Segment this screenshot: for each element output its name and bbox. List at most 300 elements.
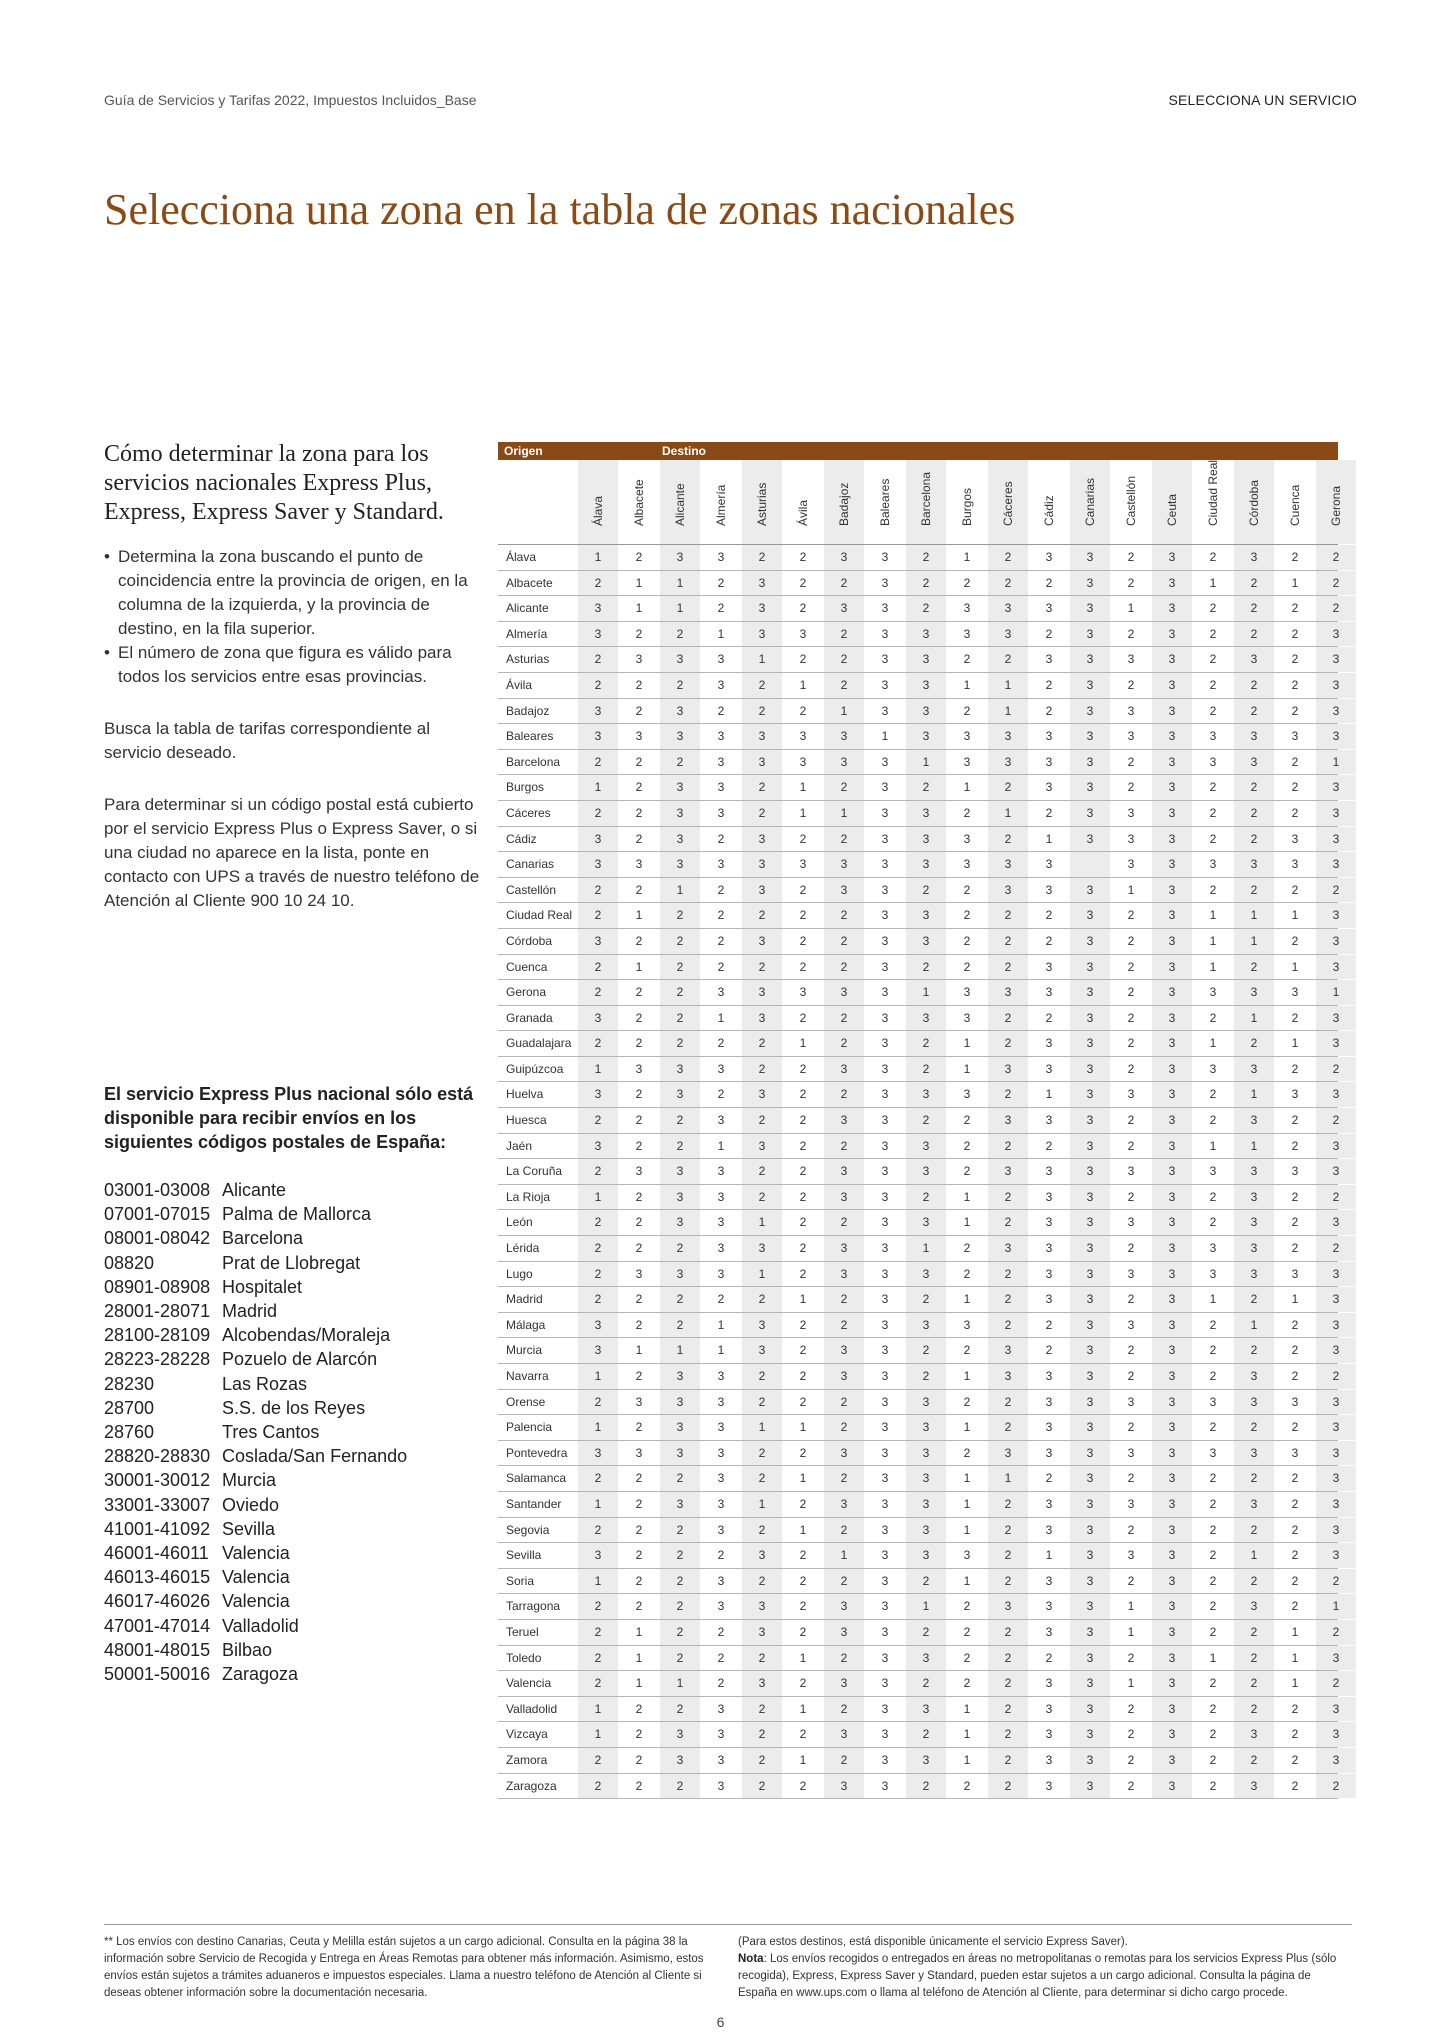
zone-cell: 3: [864, 1031, 905, 1056]
zone-cell: 2: [1233, 571, 1274, 596]
zone-cell: 2: [1192, 1108, 1233, 1133]
zone-cell: 3: [1069, 1441, 1110, 1466]
postal-code-range: 47001-47014: [104, 1615, 211, 1636]
zone-cell: 2: [987, 1774, 1028, 1799]
zone-cell: 1: [577, 1697, 618, 1722]
zone-cell: 3: [864, 1594, 905, 1619]
zone-cell: 2: [700, 929, 741, 954]
zone-cell: 2: [987, 1697, 1028, 1722]
zone-cell: 2: [1028, 622, 1069, 647]
zone-cell: 1: [1110, 878, 1151, 903]
zone-cell: 2: [1192, 1697, 1233, 1722]
zone-cell: 2: [1274, 647, 1315, 672]
zone-cell: [1069, 852, 1110, 877]
zone-cell: 2: [823, 1287, 864, 1312]
zone-cell: 3: [1151, 1031, 1192, 1056]
zone-cell: 1: [700, 1338, 741, 1363]
postal-code-range: 48001-48015: [104, 1639, 211, 1660]
zone-cell: 3: [659, 1185, 700, 1210]
zone-cell: 3: [1315, 1646, 1356, 1671]
zone-cell: 3: [1192, 750, 1233, 775]
zone-cell: 3: [1151, 750, 1192, 775]
zone-cell: 2: [782, 1722, 823, 1747]
zone-cell: 2: [1110, 955, 1151, 980]
zone-cell: 3: [1151, 1594, 1192, 1619]
postal-code-range: 28760: [104, 1422, 155, 1443]
zone-cell: 2: [1192, 1620, 1233, 1645]
zone-cell: 2: [618, 673, 659, 698]
zone-cell: 3: [1192, 1262, 1233, 1287]
zone-cell: 3: [659, 1748, 700, 1773]
zone-cell: 2: [905, 775, 946, 800]
zone-cell: 3: [823, 1338, 864, 1363]
origin-name: Huelva: [506, 1087, 544, 1102]
zone-cell: 3: [1028, 1697, 1069, 1722]
zone-cell: 2: [700, 1031, 741, 1056]
zone-cell: 2: [1274, 1057, 1315, 1082]
zone-cell: 2: [987, 903, 1028, 928]
zone-cell: 3: [1069, 878, 1110, 903]
zone-cell: 2: [1274, 1774, 1315, 1799]
zone-cell: 3: [1233, 980, 1274, 1005]
destination-name: Ceuta: [1165, 493, 1179, 526]
zone-cell: 2: [987, 1569, 1028, 1594]
zone-cell: 3: [700, 1466, 741, 1491]
zone-cell: 3: [1028, 1594, 1069, 1619]
zone-cell: 2: [741, 1466, 782, 1491]
zone-cell: 3: [1069, 955, 1110, 980]
zone-cell: 3: [823, 1057, 864, 1082]
express-plus-heading: El servicio Express Plus nacional sólo está disponible para recibir envíos en los siguientes códigos postales de España:: [104, 1084, 474, 1152]
zone-cell: 2: [618, 1082, 659, 1107]
origin-name: Pontevedra: [506, 1445, 568, 1460]
zone-cell: 3: [1151, 1697, 1192, 1722]
zone-cell: 2: [1110, 1569, 1151, 1594]
zone-cell: 2: [618, 1210, 659, 1235]
zone-cell: 3: [823, 1159, 864, 1184]
zone-cell: 2: [1110, 622, 1151, 647]
zone-cell: 2: [1192, 699, 1233, 724]
zone-cell: 3: [1151, 1543, 1192, 1568]
zone-cell: 2: [577, 801, 618, 826]
zone-cell: 3: [905, 1390, 946, 1415]
zone-cell: 3: [1315, 1441, 1356, 1466]
zone-cell: 1: [577, 1415, 618, 1440]
zone-cell: 2: [823, 1031, 864, 1056]
zone-cell: 2: [1110, 1287, 1151, 1312]
zone-cell: 2: [1315, 1236, 1356, 1261]
zone-cell: 3: [1069, 775, 1110, 800]
zone-cell: 3: [905, 699, 946, 724]
zone-cell: 3: [823, 1364, 864, 1389]
zone-cell: 2: [782, 1006, 823, 1031]
zone-cell: 2: [618, 699, 659, 724]
destination-column-header: [1233, 460, 1274, 544]
zone-cell: 2: [946, 1441, 987, 1466]
zone-cell: 3: [1315, 1210, 1356, 1235]
zone-cell: 2: [618, 1236, 659, 1261]
zone-cell: 2: [577, 1748, 618, 1773]
zone-cell: 2: [987, 1185, 1028, 1210]
zone-cell: 2: [987, 1492, 1028, 1517]
zone-cell: 1: [946, 1569, 987, 1594]
zone-cell: 3: [741, 1594, 782, 1619]
zone-cell: 2: [1274, 673, 1315, 698]
zone-cell: 3: [864, 647, 905, 672]
zone-cell: 1: [1274, 1620, 1315, 1645]
table-row: [498, 571, 1338, 597]
zone-cell: 1: [741, 647, 782, 672]
postal-code-city: Oviedo: [222, 1494, 280, 1515]
zone-cell: 3: [1274, 852, 1315, 877]
zone-cell: 3: [700, 673, 741, 698]
origin-name: Barcelona: [506, 754, 561, 769]
zone-cell: 3: [1315, 1492, 1356, 1517]
zone-cell: 3: [1028, 724, 1069, 749]
zone-cell: 3: [905, 647, 946, 672]
zone-cell: 3: [1110, 724, 1151, 749]
zone-cell: 3: [700, 1159, 741, 1184]
zone-table-body: [498, 545, 1338, 1799]
zone-cell: 2: [700, 1646, 741, 1671]
zone-cell: 2: [1274, 1748, 1315, 1773]
zone-cell: 3: [700, 1364, 741, 1389]
postal-code-city: Sevilla: [222, 1518, 276, 1539]
zone-cell: 3: [864, 1774, 905, 1799]
zone-cell: 3: [823, 750, 864, 775]
postal-code-list: [104, 1178, 484, 1686]
zone-cell: 3: [946, 1006, 987, 1031]
zone-cell: 1: [1192, 1031, 1233, 1056]
zone-cell: 2: [987, 1262, 1028, 1287]
zone-cell: 2: [1028, 699, 1069, 724]
zone-cell: 2: [1274, 1697, 1315, 1722]
zone-cell: 3: [946, 1313, 987, 1338]
zone-cell: 1: [700, 1134, 741, 1159]
zone-cell: 2: [1233, 1671, 1274, 1696]
zone-cell: 3: [1028, 1722, 1069, 1747]
zone-cell: 3: [1028, 980, 1069, 1005]
zone-table: [498, 442, 1343, 1799]
table-row: [498, 1185, 1338, 1211]
postal-code-range: 28223-28228: [104, 1349, 211, 1370]
table-row: [498, 1287, 1338, 1313]
zone-cell: 2: [618, 1185, 659, 1210]
origin-name: Málaga: [506, 1317, 546, 1332]
zone-cell: 2: [659, 1134, 700, 1159]
nota-text: : Los envíos recogidos o entregados en áreas no metropolitanas o remotas para los servicios Express Plus (sólo recogida), Express, Express Saver y Standard, pueden estar sujetos a un cargo adicional. Consulta la página de España en www.ups.com o llama al teléfono de Atención al Cliente, para determinar si dicho cargo procede.: [738, 1953, 1337, 1999]
zone-cell: 1: [946, 1722, 987, 1747]
table-row: [498, 1415, 1338, 1441]
zone-cell: 3: [946, 1082, 987, 1107]
zone-cell: 1: [659, 571, 700, 596]
zone-cell: 2: [1274, 1108, 1315, 1133]
zone-cell: 2: [946, 647, 987, 672]
zone-cell: 2: [1192, 775, 1233, 800]
table-row: [498, 673, 1338, 699]
zone-cell: 2: [741, 1722, 782, 1747]
zone-cell: 3: [700, 1236, 741, 1261]
zone-cell: 3: [905, 1210, 946, 1235]
zone-cell: 3: [823, 1262, 864, 1287]
zone-cell: 3: [905, 1748, 946, 1773]
zone-cell: 2: [782, 1620, 823, 1645]
zone-cell: 3: [946, 852, 987, 877]
tariff-instructions: Busca la tabla de tarifas correspondiente al servicio deseado.: [104, 719, 431, 762]
zone-cell: 3: [864, 622, 905, 647]
postal-code-city: Murcia: [222, 1470, 277, 1491]
zone-cell: 2: [782, 1108, 823, 1133]
destination-column-header: [1069, 460, 1110, 544]
zone-cell: 3: [1069, 1262, 1110, 1287]
zone-cell: 3: [1028, 1159, 1069, 1184]
zone-cell: 2: [823, 1518, 864, 1543]
table-row: [498, 903, 1338, 929]
zone-cell: 3: [1274, 1159, 1315, 1184]
zone-cell: 1: [782, 775, 823, 800]
zone-cell: 2: [1192, 1364, 1233, 1389]
zone-cell: 3: [905, 929, 946, 954]
zone-cell: 2: [741, 1108, 782, 1133]
table-row: [498, 1518, 1338, 1544]
zone-cell: 2: [1233, 1697, 1274, 1722]
table-row: [498, 1338, 1338, 1364]
zone-cell: 3: [1151, 903, 1192, 928]
zone-cell: 2: [1192, 622, 1233, 647]
zone-cell: 3: [700, 1415, 741, 1440]
zone-cell: 3: [905, 801, 946, 826]
zone-cell: 1: [1274, 1646, 1315, 1671]
zone-cell: 3: [659, 699, 700, 724]
zone-cell: 3: [1233, 1390, 1274, 1415]
zone-cell: 2: [700, 1620, 741, 1645]
zone-cell: 3: [1151, 1364, 1192, 1389]
zone-cell: 3: [1315, 622, 1356, 647]
zone-cell: 2: [782, 1185, 823, 1210]
zone-cell: 3: [1069, 1236, 1110, 1261]
footnote-destinations-note: (Para estos destinos, está disponible únicamente el servicio Express Saver).: [738, 1936, 1128, 1948]
zone-cell: 2: [659, 750, 700, 775]
postal-code-city: Las Rozas: [222, 1373, 308, 1394]
table-row: [498, 1697, 1338, 1723]
postal-code-range: 28700: [104, 1397, 155, 1418]
zone-cell: 3: [1028, 1415, 1069, 1440]
zone-cell: 3: [1233, 1108, 1274, 1133]
origin-name: Valencia: [506, 1676, 552, 1691]
zone-cell: 2: [1110, 571, 1151, 596]
zone-cell: 2: [782, 955, 823, 980]
zone-cell: 2: [741, 1441, 782, 1466]
zone-cell: 3: [700, 1390, 741, 1415]
zone-cell: 2: [987, 1748, 1028, 1773]
zone-cell: 1: [700, 1006, 741, 1031]
zone-cell: 1: [577, 545, 618, 570]
zone-cell: 3: [1110, 1262, 1151, 1287]
zone-cell: 1: [618, 955, 659, 980]
zone-cell: 3: [823, 980, 864, 1005]
zone-cell: 1: [700, 622, 741, 647]
zone-cell: 2: [946, 1594, 987, 1619]
nota-label: Nota: [738, 1953, 764, 1965]
origin-name: Zamora: [506, 1752, 548, 1767]
zone-cell: 3: [1151, 699, 1192, 724]
table-row: [498, 622, 1338, 648]
zone-cell: 3: [1151, 1390, 1192, 1415]
origin-name: Zaragoza: [506, 1778, 557, 1793]
destination-column-header: [741, 460, 782, 544]
zone-cell: 2: [659, 1543, 700, 1568]
zone-cell: 3: [700, 1185, 741, 1210]
zone-cell: 2: [782, 545, 823, 570]
zone-cell: 2: [577, 1031, 618, 1056]
zone-cell: 2: [1233, 801, 1274, 826]
postal-code-row: [104, 1275, 484, 1299]
origin-name: Vizcaya: [506, 1727, 548, 1742]
zone-cell: 2: [987, 1671, 1028, 1696]
zone-cell: 3: [1069, 1620, 1110, 1645]
zone-cell: 2: [618, 1006, 659, 1031]
zone-cell: 2: [659, 673, 700, 698]
postal-code-row: [104, 1493, 484, 1517]
zone-cell: 2: [1192, 1210, 1233, 1235]
zone-cell: 2: [741, 1185, 782, 1210]
destination-name: Gerona: [1329, 485, 1343, 526]
zone-cell: 3: [782, 750, 823, 775]
zone-cell: 3: [1151, 1441, 1192, 1466]
zone-cell: 1: [1315, 980, 1356, 1005]
zone-cell: 2: [618, 929, 659, 954]
zone-cell: 2: [1233, 827, 1274, 852]
zone-cell: 3: [1028, 1108, 1069, 1133]
zone-cell: 3: [659, 1441, 700, 1466]
zone-cell: 3: [1028, 955, 1069, 980]
zone-cell: 2: [700, 596, 741, 621]
zone-cell: 3: [1069, 622, 1110, 647]
zone-cell: 3: [1315, 1722, 1356, 1747]
zone-cell: 3: [1315, 1415, 1356, 1440]
zone-cell: 3: [1151, 1415, 1192, 1440]
zone-cell: 2: [823, 1569, 864, 1594]
zone-cell: 3: [1069, 1159, 1110, 1184]
zone-cell: 1: [659, 596, 700, 621]
footnote-nota: [738, 1951, 1350, 2002]
zone-cell: 2: [659, 1774, 700, 1799]
zone-cell: 3: [1151, 1466, 1192, 1491]
zone-cell: 2: [946, 699, 987, 724]
zone-cell: 1: [782, 1466, 823, 1491]
zone-cell: 3: [659, 724, 700, 749]
zone-cell: 1: [782, 1415, 823, 1440]
zone-cell: 3: [618, 852, 659, 877]
zone-cell: 1: [946, 1287, 987, 1312]
zone-cell: 2: [659, 1313, 700, 1338]
origin-name: Burgos: [506, 780, 545, 795]
table-row: [498, 1210, 1338, 1236]
zone-cell: 2: [1110, 775, 1151, 800]
postal-code-range: 03001-03008: [104, 1180, 211, 1200]
zone-cell: 1: [1192, 929, 1233, 954]
origin-name: Huesca: [506, 1113, 547, 1128]
zone-cell: 3: [864, 699, 905, 724]
zone-cell: 3: [864, 1134, 905, 1159]
zone-cell: 1: [741, 1415, 782, 1440]
zone-cell: 1: [1233, 1006, 1274, 1031]
zone-cell: 2: [905, 955, 946, 980]
zone-cell: 2: [659, 955, 700, 980]
zone-cell: 2: [618, 1518, 659, 1543]
zone-cell: 3: [1069, 673, 1110, 698]
zone-cell: 3: [618, 724, 659, 749]
zone-cell: 3: [823, 1185, 864, 1210]
zone-cell: 3: [1028, 1210, 1069, 1235]
zone-cell: 3: [1151, 1338, 1192, 1363]
zone-cell: 2: [659, 1646, 700, 1671]
zone-cell: 2: [905, 1722, 946, 1747]
zone-cell: 2: [1315, 878, 1356, 903]
zone-cell: 2: [700, 1543, 741, 1568]
zone-cell: 2: [1233, 1466, 1274, 1491]
zone-cell: 2: [618, 1134, 659, 1159]
table-row: [498, 980, 1338, 1006]
zone-cell: 2: [1233, 622, 1274, 647]
origin-name: Córdoba: [506, 933, 553, 948]
zone-cell: 3: [1028, 1057, 1069, 1082]
zone-cell: 1: [1028, 1082, 1069, 1107]
zone-cell: 2: [1315, 1108, 1356, 1133]
zone-cell: 3: [823, 1108, 864, 1133]
zone-cell: 3: [1069, 1543, 1110, 1568]
origin-name: La Rioja: [506, 1189, 551, 1204]
zone-cell: 2: [577, 1108, 618, 1133]
zone-cell: 3: [864, 1646, 905, 1671]
zone-cell: 2: [577, 1262, 618, 1287]
table-row: [498, 1569, 1338, 1595]
zone-cell: 2: [1233, 1569, 1274, 1594]
zone-cell: 2: [782, 1492, 823, 1517]
zone-cell: 3: [1274, 1441, 1315, 1466]
zone-cell: 3: [700, 1057, 741, 1082]
zone-cell: 1: [1110, 1620, 1151, 1645]
zone-table-column-headers: [498, 459, 1343, 545]
zone-cell: 3: [700, 750, 741, 775]
zone-cell: 2: [577, 1466, 618, 1491]
zone-cell: 2: [782, 1338, 823, 1363]
zone-cell: 2: [1233, 775, 1274, 800]
zone-cell: 2: [946, 955, 987, 980]
zone-cell: 2: [741, 1031, 782, 1056]
zone-cell: 3: [905, 1415, 946, 1440]
zone-cell: 2: [1110, 903, 1151, 928]
zone-cell: 2: [659, 1466, 700, 1491]
zone-cell: 3: [864, 1262, 905, 1287]
zone-cell: 3: [905, 1441, 946, 1466]
zone-cell: 3: [864, 980, 905, 1005]
zone-cell: 3: [782, 622, 823, 647]
zone-cell: 3: [741, 1006, 782, 1031]
postal-code-range: 30001-30012: [104, 1470, 211, 1491]
zone-cell: 3: [700, 801, 741, 826]
postal-code-city: Valencia: [222, 1543, 290, 1564]
zone-cell: 2: [946, 903, 987, 928]
zone-cell: 1: [618, 1620, 659, 1645]
table-row: [498, 1364, 1338, 1390]
zone-cell: 2: [1192, 1338, 1233, 1363]
zone-cell: 1: [987, 801, 1028, 826]
instructions-bullets: [104, 545, 484, 689]
zone-cell: 3: [1069, 724, 1110, 749]
zone-cell: 3: [1069, 1006, 1110, 1031]
zone-cell: 2: [905, 1671, 946, 1696]
